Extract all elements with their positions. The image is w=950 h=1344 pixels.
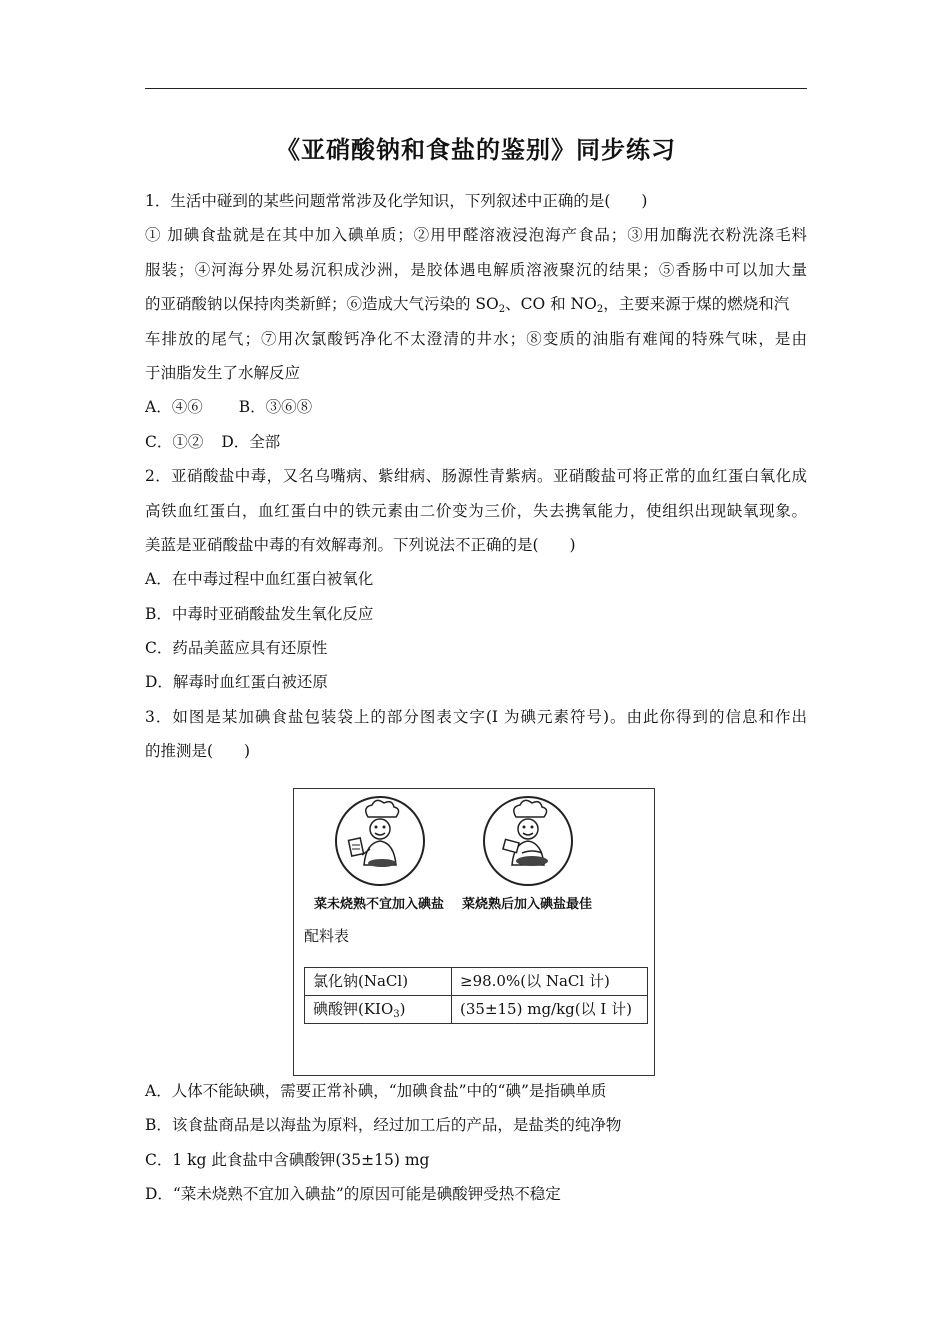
salt-package-figure bbox=[293, 788, 655, 1076]
ingredient-table bbox=[304, 967, 648, 1024]
table-row bbox=[305, 996, 648, 1024]
caption-after-cooked: 菜烧熟后加入碘盐最佳 bbox=[462, 897, 593, 912]
table-cell: (35±15) mg/kg(以 I 计) bbox=[452, 996, 648, 1024]
q3-options bbox=[145, 1074, 807, 1212]
q3-option-a: A．人体不能缺碘，需要正常补碘，“加碘食盐”中的“碘”是指碘单质 bbox=[145, 1082, 607, 1100]
q3-text-line: 的推测是( ) bbox=[145, 742, 251, 761]
q2-text-line: 2．亚硝酸盐中毒，又名乌嘴病、紫绀病、肠源性青紫病。亚硝酸盐可将正常的血红蛋白氧化成 bbox=[145, 467, 807, 486]
chef-illustration-icon bbox=[482, 795, 574, 887]
caption-before-cooked: 菜未烧熟不宜加入碘盐 bbox=[314, 897, 445, 912]
cell-text: ) bbox=[399, 1000, 406, 1018]
subscript: 2 bbox=[498, 304, 506, 316]
table-cell bbox=[305, 996, 452, 1024]
q1-text-line: ① 加碘食盐就是在其中加入碘单质；②用甲醛溶液浸泡海产食品；③用加酶洗衣粉洗涤毛料 bbox=[145, 226, 807, 245]
q1-text-line bbox=[145, 287, 807, 321]
q2-option-a: A．在中毒过程中血红蛋白被氧化 bbox=[145, 570, 374, 589]
q1-text-seg: 的亚硝酸钠以保持肉类新鲜；⑥造成大气污染的 SO bbox=[145, 295, 499, 314]
q1-text-line: 于油脂发生了水解反应 bbox=[145, 363, 301, 382]
subscript: 2 bbox=[596, 304, 604, 316]
table-cell: 氯化钠(NaCl) bbox=[305, 968, 452, 996]
exercise-content bbox=[145, 184, 807, 769]
q2-option-d: D．解毒时血红蛋白被还原 bbox=[145, 673, 328, 692]
q3-option-b: B．该食盐商品是以海盐为原料，经过加工后的产品，是盐类的纯净物 bbox=[145, 1116, 622, 1135]
q3-option-d: D．“菜未烧熟不宜加入碘盐”的原因可能是碘酸钾受热不稳定 bbox=[145, 1185, 561, 1204]
q2-text-line: 高铁血红蛋白，血红蛋白中的铁元素由二价变为三价，失去携氧能力，使组织出现缺氧现象。 bbox=[145, 501, 807, 520]
q1-options-row bbox=[145, 390, 807, 424]
q1-options-row bbox=[145, 425, 807, 459]
cell-text: 碘酸钾(KIO bbox=[313, 1000, 394, 1018]
q1-option-c: C．①② bbox=[145, 432, 204, 451]
q2-option-b: B．中毒时亚硝酸盐发生氧化反应 bbox=[145, 604, 374, 623]
q1-option-b: B．③⑥⑧ bbox=[238, 398, 313, 417]
ingredient-table-title: 配料表 bbox=[304, 927, 350, 945]
q3-text-line: 3．如图是某加碘食盐包装袋上的部分图表文字(I 为碘元素符号)。由此你得到的信息和作出 bbox=[145, 707, 807, 726]
q1-option-d: D．全部 bbox=[221, 432, 281, 451]
header-rule bbox=[145, 88, 807, 89]
table-row bbox=[305, 968, 648, 996]
q1-option-a: A．④⑥ bbox=[145, 398, 203, 417]
q1-text-line: 服装；④河海分界处易沉积成沙洲，是胶体遇电解质溶液聚沉的结果；⑤香肠中可以加大量 bbox=[145, 260, 807, 279]
q2-text-line: 美蓝是亚硝酸盐中毒的有效解毒剂。下列说法不正确的是( ) bbox=[145, 535, 576, 554]
q1-text-seg: 、CO 和 NO bbox=[505, 295, 597, 314]
table-cell: ≥98.0%(以 NaCl 计) bbox=[452, 968, 648, 996]
q1-text-seg: ，主要来源于煤的燃烧和汽 bbox=[603, 295, 790, 314]
subscript: 3 bbox=[393, 1009, 400, 1020]
chef-illustration-icon bbox=[334, 795, 426, 887]
q1-stem: 1．生活中碰到的某些问题常常涉及化学知识，下列叙述中正确的是( ) bbox=[145, 192, 648, 210]
q2-option-c: C．药品美蓝应具有还原性 bbox=[145, 639, 328, 658]
q3-option-c: C．1 kg 此食盐中含碘酸钾(35±15) mg bbox=[145, 1150, 430, 1169]
page-title: 《亚硝酸钠和食盐的鉴别》同步练习 bbox=[276, 136, 676, 164]
q1-text-line: 车排放的尾气；⑦用次氯酸钙净化不太澄清的井水；⑧变质的油脂有难闻的特殊气味，是由 bbox=[145, 329, 807, 348]
